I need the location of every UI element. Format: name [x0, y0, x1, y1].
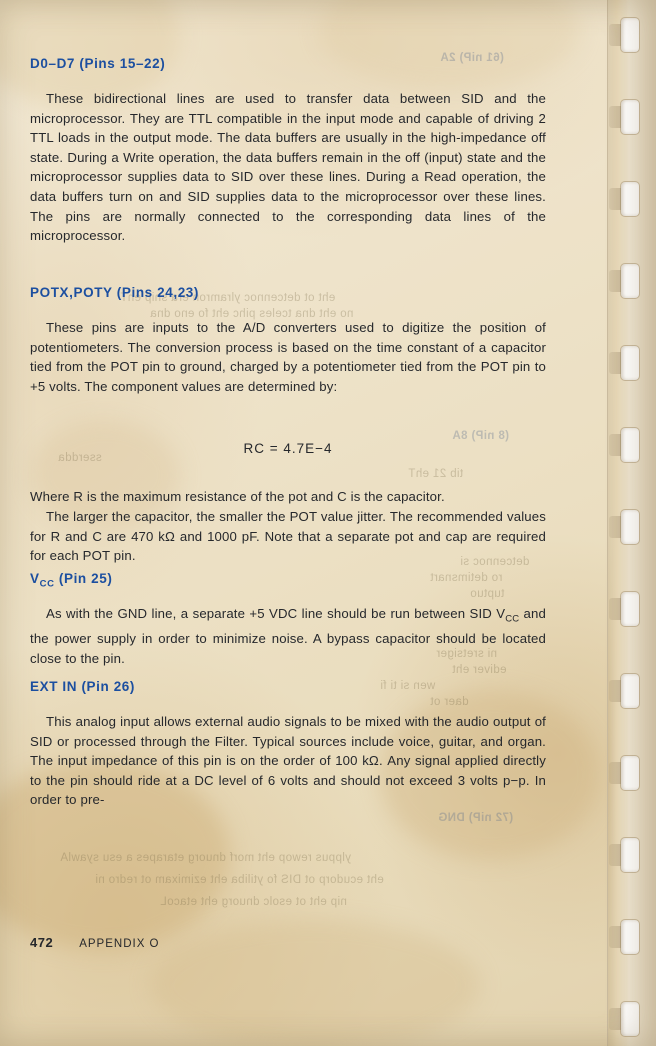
spiral-binding-strip: [607, 0, 656, 1046]
vcc-heading-sub: CC: [39, 578, 55, 590]
bleed-through-line: wen si ti fi: [380, 680, 436, 692]
bleed-through-line: ro detimsnart: [430, 572, 503, 584]
bleed-through-line: no eht dna tceles pihc eht fo eno dna: [150, 308, 354, 320]
binding-hole: [621, 510, 639, 544]
binding-hole: [621, 18, 639, 52]
bleed-through-line: tib 21 ehT: [408, 468, 464, 480]
binding-hole: [621, 1002, 639, 1036]
vcc-text-after: and the power supply in order to minimize noise. A bypass capacitor should be located close to the pin.: [30, 606, 546, 666]
bleed-through-line: (72 niP) DNG: [438, 812, 514, 824]
binding-hole: [621, 920, 639, 954]
bleed-through-line: ylppus rewop eht morf dnuorg etarapes a esu syawlA: [60, 852, 352, 864]
section-heading-d0-d7: D0–D7 (Pins 15–22): [30, 56, 166, 71]
paragraph-ext-in: This analog input allows external audio signals to be mixed with the audio output of SID or processed through the Filter. Typical sources include voice, guitar, and organ. The input impedance of this pin is on the order of 100 kΩ. Any signal applied directly to the pin should ride at a DC level of 6 volts and should not exceed 3 volts p−p. In order to pre-: [30, 714, 546, 808]
bleed-through-line: ni sretsiger: [436, 648, 498, 660]
page-footer: [30, 935, 160, 950]
page-number: 472: [30, 935, 54, 950]
vcc-text-before: As with the GND line, a separate +5 VDC line should be run between SID V: [46, 606, 506, 621]
paragraph-vcc: [30, 604, 546, 668]
bleed-through-line: (8 niP) 8A: [452, 430, 510, 442]
binding-hole: [621, 428, 639, 462]
vcc-heading-rest: (Pin 25): [54, 571, 113, 586]
bleed-through-line: detcennoc si: [460, 556, 530, 568]
bleed-through-line: sserdda: [58, 452, 102, 464]
binding-hole: [621, 838, 639, 872]
binding-hole: [621, 592, 639, 626]
section-heading-potx-poty: POTX,POTY (Pins 24,23): [30, 285, 200, 300]
paragraph-potx-poty: These pins are inputs to the A/D converters used to digitize the position of potentiometers. The conversion process is based on the time constant of a capacitor tied from the POT pin to ground, charged by a potentiometer tied from the POT pin to +5 volts. The component values are determined by:: [30, 320, 546, 394]
formula-rc: RC = 4.7E−4: [243, 441, 333, 456]
paragraph-capacitor-jitter: The larger the capacitor, the smaller the POT value jitter. The recommended values for R and C are 470 kΩ and 1000 pF. Note that a separate pot and cap are required for each POT pin.: [30, 509, 546, 564]
binding-hole: [621, 756, 639, 790]
binding-hole: [621, 674, 639, 708]
binding-hole: [621, 100, 639, 134]
section-heading-vcc: [30, 571, 112, 590]
vcc-text-sub: CC: [505, 613, 520, 625]
bleed-through-line: eht ot detcennoc ylramron era snip ehT: [120, 292, 336, 304]
bleed-through-line: eht ecudorp ot DIS fo ytiliba eht ezimixam ot redro ni: [95, 874, 384, 886]
binding-hole: [621, 182, 639, 216]
bleed-through-line: ediver eht: [452, 664, 507, 676]
vcc-heading-main: V: [30, 571, 40, 586]
bleed-through-line: tuptuo: [470, 588, 505, 600]
bleed-through-line: nip eht ot esolc dnuorg eht etacoL: [160, 896, 347, 908]
bleed-through-line: daer ot: [430, 696, 469, 708]
binding-hole: [621, 346, 639, 380]
binding-hole: [621, 264, 639, 298]
appendix-label: APPENDIX O: [79, 938, 160, 950]
section-heading-ext-in: EXT IN (Pin 26): [30, 679, 136, 694]
paragraph-where-r: Where R is the maximum resistance of the pot and C is the capacitor.: [30, 489, 445, 504]
bleed-through-line: (61 niP) 2A: [440, 52, 504, 64]
paragraph-d0-d7: These bidirectional lines are used to transfer data between SID and the microprocessor. They are TTL compatible in the input mode and capable of driving 2 TTL loads in the output mode. The data buffers are usually in the high-impedance off state. During a Write operation, the data buffers remain in the off (input) state and the microprocessor supplies data to SID over these lines. During a Read operation, the data buffers turn on and SID supplies data to the microprocessor over these lines. The pins are normally connected to the corresponding data lines of the microprocessor.: [30, 91, 546, 244]
